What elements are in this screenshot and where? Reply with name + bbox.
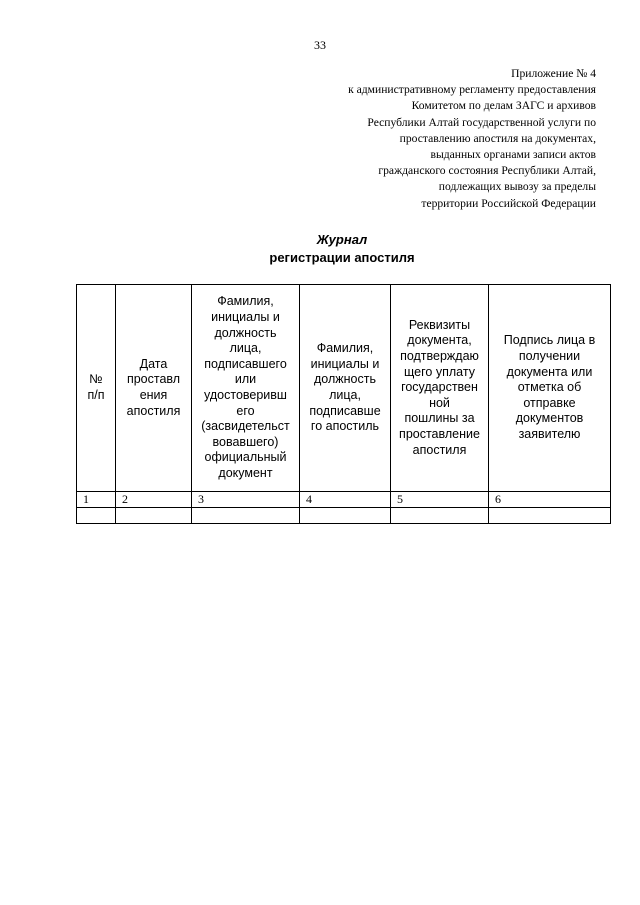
appendix-line: Республики Алтай государственной услуги по (367, 115, 596, 129)
table-row-empty (77, 508, 611, 524)
journal-title: Журнал (316, 232, 368, 247)
column-number-row (77, 492, 611, 508)
header-cell-date: Дата проставл ения апостиля (116, 285, 192, 492)
appendix-line: территории Российской Федерации (421, 196, 596, 210)
column-number-cell: 6 (489, 492, 611, 508)
journal-subtitle: регистрации апостиля (269, 250, 415, 265)
header-cell-apostille-signer: Фамилия, инициалы и должность лица, подписавше го апостиль (300, 285, 391, 492)
header-cell-number: № п/п (77, 285, 116, 492)
column-number-cell: 5 (391, 492, 489, 508)
column-number-cell: 1 (77, 492, 116, 508)
page-number: 33 (314, 38, 326, 52)
appendix-line: к административному регламенту предоставления (348, 83, 596, 97)
column-number-cell: 4 (300, 492, 391, 508)
appendix-line: выданных органами записи актов (430, 148, 596, 162)
appendix-block (348, 66, 596, 212)
appendix-line: Комитетом по делам ЗАГС и архивов (411, 99, 596, 113)
empty-cell (77, 508, 116, 524)
appendix-line: Приложение № 4 (511, 67, 596, 80)
column-number-cell: 3 (192, 492, 300, 508)
table-header-row (77, 285, 611, 492)
empty-cell (391, 508, 489, 524)
appendix-line: подлежащих вывозу за пределы (438, 180, 596, 194)
empty-cell (116, 508, 192, 524)
column-number-cell: 2 (116, 492, 192, 508)
empty-cell (192, 508, 300, 524)
empty-cell (489, 508, 611, 524)
header-cell-document-signer: Фамилия, инициалы и должность лица, подписавшего или удостоверивш его (засвидетельст вовавшего) официальный документ (192, 285, 300, 492)
journal-table (76, 284, 611, 524)
appendix-line: проставлению апостиля на документах, (399, 131, 596, 145)
header-cell-payment-details: Реквизиты документа, подтверждаю щего уплату государствен ной пошлины за проставление апостиля (391, 285, 489, 492)
header-cell-receipt-signature: Подпись лица в получении документа или отметка об отправке документов заявителю (489, 285, 611, 492)
empty-cell (300, 508, 391, 524)
appendix-line: гражданского состояния Республики Алтай, (378, 164, 596, 178)
